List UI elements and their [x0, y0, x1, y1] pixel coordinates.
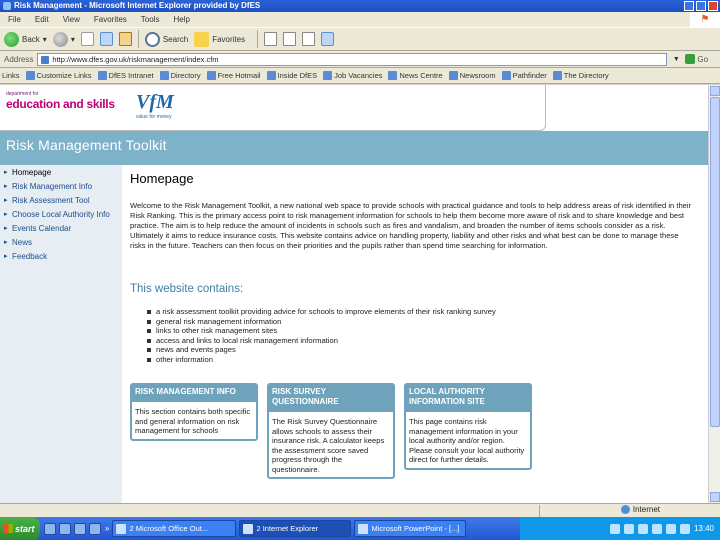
favorites-label: Favorites: [212, 34, 246, 44]
windows-flag-icon: [4, 524, 13, 533]
clock[interactable]: 13:40: [693, 524, 714, 533]
card-title[interactable]: RISK SURVEY QUESTIONNAIRE: [269, 385, 393, 414]
site-title: Risk Management Toolkit: [6, 137, 167, 153]
tray-icon[interactable]: [638, 524, 648, 534]
card-body: The Risk Survey Questionnaire allows schools to assess their insurance risk. A calculator keeps the assessment score saved progress through the questionnaire.: [272, 417, 385, 474]
page-heading: Homepage: [130, 171, 194, 186]
list-item: general risk management information: [146, 317, 496, 327]
main-content: [130, 165, 700, 474]
back-arrow-icon: [4, 32, 19, 47]
menu-bar: [0, 12, 720, 27]
quicklaunch-icon[interactable]: [59, 523, 71, 535]
task-powerpoint[interactable]: [354, 520, 466, 537]
vfm-logo-text: VfM: [136, 91, 174, 113]
task-label: Microsoft PowerPoint - [...]: [371, 524, 460, 533]
left-navigation: [0, 165, 122, 503]
vfm-logo[interactable]: [136, 91, 174, 120]
tray-icon[interactable]: [610, 524, 620, 534]
task-label: 2 Microsoft Office Out...: [129, 524, 209, 533]
link-directory[interactable]: Directory: [160, 71, 201, 80]
list-item: access and links to local risk management information: [146, 336, 496, 346]
refresh-icon[interactable]: [100, 32, 113, 46]
messenger-icon[interactable]: [321, 32, 334, 46]
quicklaunch-icon[interactable]: [74, 523, 86, 535]
scroll-thumb[interactable]: [710, 97, 720, 427]
taskbar: [0, 517, 720, 540]
toolbar-separator: [138, 30, 139, 48]
nav-choose-local-authority-info[interactable]: ▸ Choose Local Authority Info: [0, 210, 118, 220]
card-title[interactable]: LOCAL AUTHORITY INFORMATION SITE: [406, 385, 530, 414]
status-bar: [0, 503, 720, 517]
nav-feedback[interactable]: ▸ Feedback: [0, 252, 118, 262]
link-pathfinder[interactable]: Pathfinder: [502, 71, 547, 80]
forward-button[interactable]: [53, 32, 75, 47]
tray-icon[interactable]: [652, 524, 662, 534]
address-dropdown-icon[interactable]: ▼: [672, 55, 680, 63]
card-title[interactable]: RISK MANAGEMENT INFO: [132, 385, 256, 404]
list-item: news and events pages: [146, 345, 496, 355]
link-news-centre[interactable]: News Centre: [388, 71, 442, 80]
globe-icon: [621, 505, 630, 514]
dfes-logo-small: department for: [6, 91, 39, 97]
address-label: Address: [4, 54, 34, 64]
go-label: Go: [697, 54, 709, 64]
list-item: other information: [146, 355, 496, 365]
chevron-icon[interactable]: »: [105, 524, 110, 533]
title-bar: [0, 0, 720, 12]
system-tray: [520, 517, 720, 540]
powerpoint-icon: [358, 524, 368, 534]
volume-icon[interactable]: [680, 524, 690, 534]
favorites-button[interactable]: [194, 32, 245, 47]
menu-help[interactable]: Help: [173, 15, 190, 24]
nav-news[interactable]: ▸ News: [0, 238, 118, 248]
stop-icon[interactable]: [81, 32, 94, 46]
menu-edit[interactable]: Edit: [34, 15, 49, 24]
quick-launch: [44, 523, 101, 535]
intro-paragraph: Welcome to the Risk Management Toolkit, a new national web space to provide schools with practical guidance and tools to help address areas of risk identified in their Risk Ranking. This is the primary access point to risk management information for schools to help them become more aware of risk and to share knowledge and best practice. The aim is to help reduce the amount of incidents in schools such as fires and vandalism, and broaden the number of items schools consider as a risk. Ultimately it aims to reduce insurance costs. This website contains advice on handling property, liability and other risks and what best can be done to manage these risks in the future. Teachers can then focus on their priorities and the pupils rather than spend time searching for information.: [130, 201, 692, 250]
card-local-authority-information-site[interactable]: [404, 383, 532, 470]
menu-view[interactable]: View: [62, 15, 80, 24]
search-button[interactable]: [145, 32, 188, 47]
vertical-scrollbar[interactable]: [708, 85, 720, 503]
outlook-icon: [116, 524, 126, 534]
list-item: links to other risk management sites: [146, 326, 496, 336]
nav-risk-assessment-tool[interactable]: ▸ Risk Assessment Tool: [0, 196, 118, 206]
card-body: This page contains risk management information in your local authority and/or region. Please consult your local authority direct for further details.: [409, 417, 525, 464]
link-free-hotmail[interactable]: Free Hotmail: [207, 71, 261, 80]
card-body: This section contains both specific and general information on risk management for schools: [135, 407, 251, 435]
task-internet-explorer[interactable]: [239, 520, 351, 537]
contents-list: [146, 307, 496, 364]
scroll-up-icon[interactable]: [710, 86, 720, 96]
maximize-button[interactable]: [696, 1, 706, 11]
links-label: Links: [2, 71, 20, 80]
status-pane: [0, 505, 540, 517]
standard-toolbar: [0, 27, 720, 51]
nav-events-calendar[interactable]: ▸ Events Calendar: [0, 224, 118, 234]
tray-icon[interactable]: [666, 524, 676, 534]
search-icon: [145, 32, 160, 47]
link-newsroom[interactable]: Newsroom: [449, 71, 496, 80]
nav-risk-management-info[interactable]: ▸ Risk Management Info: [0, 182, 118, 192]
toolbar-separator: [257, 30, 258, 48]
window-title: Risk Management - Microsoft Internet Explorer provided by DfES: [14, 1, 261, 10]
card-risk-management-info[interactable]: [130, 383, 258, 441]
quicklaunch-icon[interactable]: [44, 523, 56, 535]
start-button[interactable]: [0, 517, 40, 540]
back-dropdown-icon[interactable]: ▾: [42, 34, 47, 44]
logo-header: [0, 85, 546, 131]
edit-icon[interactable]: [302, 32, 315, 46]
task-label: 2 Internet Explorer: [256, 524, 319, 533]
back-button[interactable]: [4, 32, 47, 47]
search-label: Search: [162, 34, 189, 44]
menu-tools[interactable]: Tools: [140, 15, 160, 24]
dfes-logo[interactable]: [6, 91, 115, 111]
dfes-logo-text: education and skills: [6, 97, 115, 111]
print-icon[interactable]: [283, 32, 296, 46]
contains-heading: This website contains:: [130, 283, 244, 295]
menu-favorites[interactable]: Favorites: [93, 15, 127, 24]
link-dfes-intranet[interactable]: DfES Intranet: [98, 71, 154, 80]
favorites-icon: [194, 32, 209, 47]
tray-icon[interactable]: [624, 524, 634, 534]
forward-dropdown-icon[interactable]: ▾: [70, 34, 75, 44]
minimize-button[interactable]: [684, 1, 694, 11]
link-the-directory[interactable]: The Directory: [553, 71, 609, 80]
security-zone: [621, 505, 660, 514]
back-label: Back: [22, 34, 40, 44]
ie-icon: [243, 524, 253, 534]
quicklaunch-icon[interactable]: [89, 523, 101, 535]
zone-label: Internet: [632, 505, 660, 514]
forward-arrow-icon: [53, 32, 68, 47]
mail-icon[interactable]: [264, 32, 277, 46]
link-job-vacancies[interactable]: Job Vacancies: [323, 71, 382, 80]
menu-file[interactable]: File: [8, 15, 21, 24]
home-icon[interactable]: [119, 32, 132, 46]
link-inside-dfes[interactable]: Inside DfES: [267, 71, 318, 80]
window-controls: [684, 1, 718, 11]
windows-logo-icon: ⚑: [690, 12, 720, 27]
links-bar: [0, 68, 720, 84]
page-viewport: [0, 85, 708, 503]
list-item: a risk assessment toolkit providing advice for schools to improve elements of their risk ranking survey: [146, 307, 496, 317]
ie-icon: [3, 2, 11, 10]
scroll-down-icon[interactable]: [710, 492, 720, 502]
close-button[interactable]: [708, 1, 718, 11]
address-bar: [0, 51, 720, 68]
start-label: start: [15, 523, 35, 534]
address-input[interactable]: http://www.dfes.gov.uk/riskmanagement/index.cfm: [37, 53, 667, 66]
go-arrow-icon: [685, 54, 695, 64]
link-customize[interactable]: Customize Links: [26, 71, 92, 80]
card-risk-survey-questionnaire[interactable]: [267, 383, 395, 479]
task-outlook[interactable]: [112, 520, 236, 537]
go-button[interactable]: [685, 54, 708, 64]
vfm-logo-tagline: value for money: [136, 114, 172, 120]
nav-homepage[interactable]: ▸ Homepage: [0, 168, 118, 178]
